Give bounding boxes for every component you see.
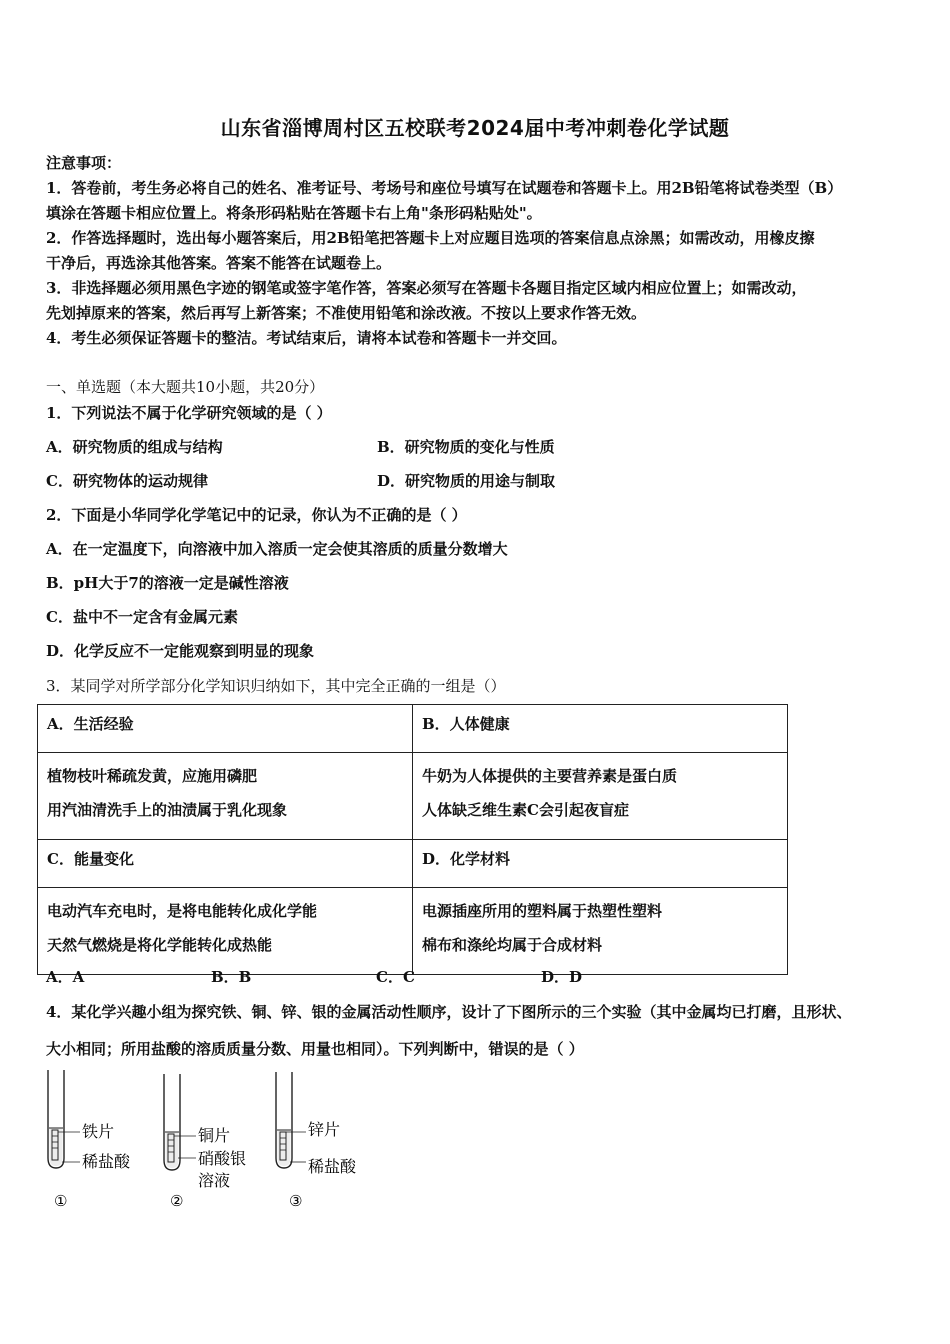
notice-item-2-line-1: 2．作答选择题时，选出每小题答案后，用2B铅笔把答题卡上对应题目选项的答案信息点涂黑；如需改动，用橡皮擦	[46, 229, 815, 247]
question-4-stem-line-1: 4．某化学兴趣小组为探究铁、铜、锌、银的金属活动性顺序，设计了下图所示的三个实验（其中金属均已打磨，且形状、	[46, 1003, 852, 1021]
page-title: 山东省淄博周村区五校联考2024届中考冲刺卷化学试题	[220, 116, 730, 140]
test-tube-1	[48, 1070, 131, 1210]
question-3-option-b: B．B	[211, 968, 252, 986]
table-cell-c-head: C．能量变化	[38, 840, 413, 888]
question-2-option-b: B．pH大于7的溶液一定是碱性溶液	[46, 574, 289, 592]
table-cell-b-body	[413, 753, 788, 840]
tube-2-metal-label: 铜片	[198, 1126, 231, 1145]
table-b-line-1: 牛奶为人体提供的主要营养素是蛋白质	[422, 767, 678, 785]
table-cell-a-body	[38, 753, 413, 840]
tube-2-liquid-label-line-2: 溶液	[198, 1171, 231, 1190]
table-cell-b-head: B．人体健康	[413, 705, 788, 753]
question-2-option-d: D．化学反应不一定能观察到明显的现象	[46, 642, 315, 660]
table-cell-d-body	[413, 888, 788, 975]
tube-3-number: ③	[289, 1192, 303, 1210]
tube-2-liquid-label-line-1: 硝酸银	[198, 1149, 247, 1168]
notice-item-3-line-2: 先划掉原来的答案，然后再写上新答案；不准使用铅笔和涂改液。不按以上要求作答无效。	[46, 304, 647, 322]
question-4-stem-line-2: 大小相同；所用盐酸的溶质质量分数、用量也相同）。下列判断中，错误的是（ ）	[46, 1040, 584, 1058]
section-heading: 一、单选题（本大题共10小题，共20分）	[46, 378, 325, 396]
question-1-option-c: C．研究物体的运动规律	[46, 472, 208, 490]
test-tube-3	[276, 1072, 357, 1210]
notice-heading: 注意事项：	[46, 154, 122, 172]
notice-item-2-line-2: 干净后，再选涂其他答案。答案不能答在试题卷上。	[46, 254, 392, 272]
question-1-option-a: A．研究物质的组成与结构	[46, 438, 223, 456]
question-2-option-a: A．在一定温度下，向溶液中加入溶质一定会使其溶质的质量分数增大	[46, 540, 508, 558]
question-2-stem: 2．下面是小华同学化学笔记中的记录，你认为不正确的是（ ）	[46, 506, 467, 524]
question-1-stem: 1．下列说法不属于化学研究领域的是（ ）	[46, 404, 332, 422]
tube-2-number: ②	[170, 1192, 184, 1210]
table-c-line-2: 天然气燃烧是将化学能转化成热能	[47, 936, 273, 954]
notice-item-3-line-1: 3．非选择题必须用黑色字迹的钢笔或签字笔作答，答案必须写在答题卡各题目指定区域内相应位置上；如需改动，	[46, 279, 807, 297]
table-a-line-2: 用汽油清洗手上的油渍属于乳化现象	[47, 801, 288, 819]
question-3-option-a: A．A	[46, 968, 85, 986]
question-3-option-d: D．D	[541, 968, 583, 986]
table-d-line-1: 电源插座所用的塑料属于热塑性塑料	[422, 902, 663, 920]
notice-item-1-line-1: 1．答卷前，考生务必将自己的姓名、准考证号、考场号和座位号填写在试题卷和答题卡上。用2B铅笔将试卷类型（B）	[46, 179, 843, 197]
question-2-option-c: C．盐中不一定含有金属元素	[46, 608, 238, 626]
tube-1-metal-label: 铁片	[82, 1122, 115, 1141]
question-1-option-b: B．研究物质的变化与性质	[377, 438, 555, 456]
knowledge-table	[37, 704, 788, 975]
table-c-line-1: 电动汽车充电时，是将电能转化成化学能	[47, 902, 318, 920]
tube-1-liquid-label: 稀盐酸	[82, 1152, 131, 1171]
tube-3-liquid-label: 稀盐酸	[308, 1157, 357, 1176]
table-a-line-1: 植物枝叶稀疏发黄，应施用磷肥	[47, 767, 258, 785]
notice-item-1-line-2: 填涂在答题卡相应位置上。将条形码粘贴在答题卡右上角"条形码粘贴处"。	[46, 204, 542, 222]
table-d-line-2: 棉布和涤纶均属于合成材料	[422, 936, 603, 954]
test-tube-2	[164, 1074, 246, 1210]
tube-3-metal-label: 锌片	[308, 1120, 341, 1139]
question-3-stem: 3．某同学对所学部分化学知识归纳如下，其中完全正确的一组是（）	[46, 677, 506, 695]
table-b-line-2: 人体缺乏维生素C会引起夜盲症	[422, 801, 629, 819]
question-3-option-c: C．C	[376, 968, 415, 986]
question-1-option-d: D．研究物质的用途与制取	[377, 472, 556, 490]
notice-item-4: 4．考生必须保证答题卡的整洁。考试结束后，请将本试卷和答题卡一并交回。	[46, 329, 567, 347]
test-tube-figure	[40, 1066, 380, 1216]
table-cell-a-head: A．生活经验	[38, 705, 413, 753]
table-cell-c-body	[38, 888, 413, 975]
table-cell-d-head: D．化学材料	[413, 840, 788, 888]
tube-1-number: ①	[54, 1192, 68, 1210]
